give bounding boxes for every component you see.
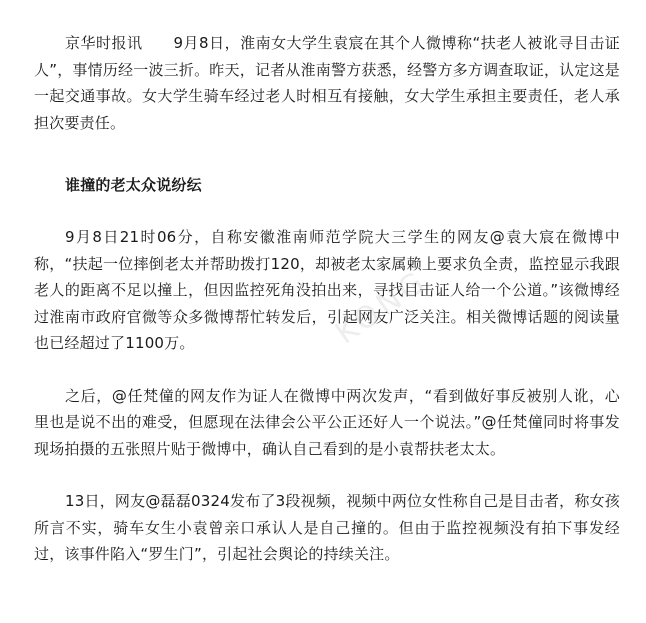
paragraph-2: 9月8日21时06分，自称安徽淮南师范学院大三学生的网友@袁大宸在微博中称，“扶起一位摔倒老太并帮助拨打120，却被老太家属赖上要求负全责，监控显示我跟老人的距离不足以撞上，但因监控死角没拍出来，寻找目击证人给一个公道。”该微博经过淮南市政府官微等众多微博帮忙转发后，引起网友广泛关注。相关微博话题的阅读量也已经超过了1100万。 bbox=[34, 228, 620, 352]
watermark: KONG bbox=[329, 263, 435, 352]
section-subheading: 谁撞的老太众说纷纭 bbox=[65, 176, 202, 194]
article-body bbox=[34, 0, 620, 568]
paragraph-4: 13日，网友@磊磊0324发布了3段视频，视频中两位女性称自己是目击者，称女孩所言不实，骑车女生小袁曾亲口承认人是自己撞的。但由于监控视频没有拍下事发经过，该事件陷入“罗生门”，引起社会舆论的持续关注。 bbox=[34, 492, 620, 563]
paragraph-3: 之后，@任梵僮的网友作为证人在微博中两次发声，“看到做好事反被别人讹，心里也是说不出的难受，但愿现在法律会公平公正还好人一个说法。”@任梵僮同时将事发现场拍摄的五张照片贴于微博中，确认自己看到的是小袁帮扶老太太。 bbox=[34, 386, 620, 458]
paragraph-intro: 京华时报讯 9月8日，淮南女大学生袁宸在其个人微博称“扶老人被讹寻目击证人”，事情历经一波三折。昨天，记者从淮南警方获悉，经警方多方调查取证，认定这是一起交通事故。女大学生骑车经过老人时相互有接触，女大学生承担主要责任，老人承担次要责任。 bbox=[34, 34, 620, 132]
